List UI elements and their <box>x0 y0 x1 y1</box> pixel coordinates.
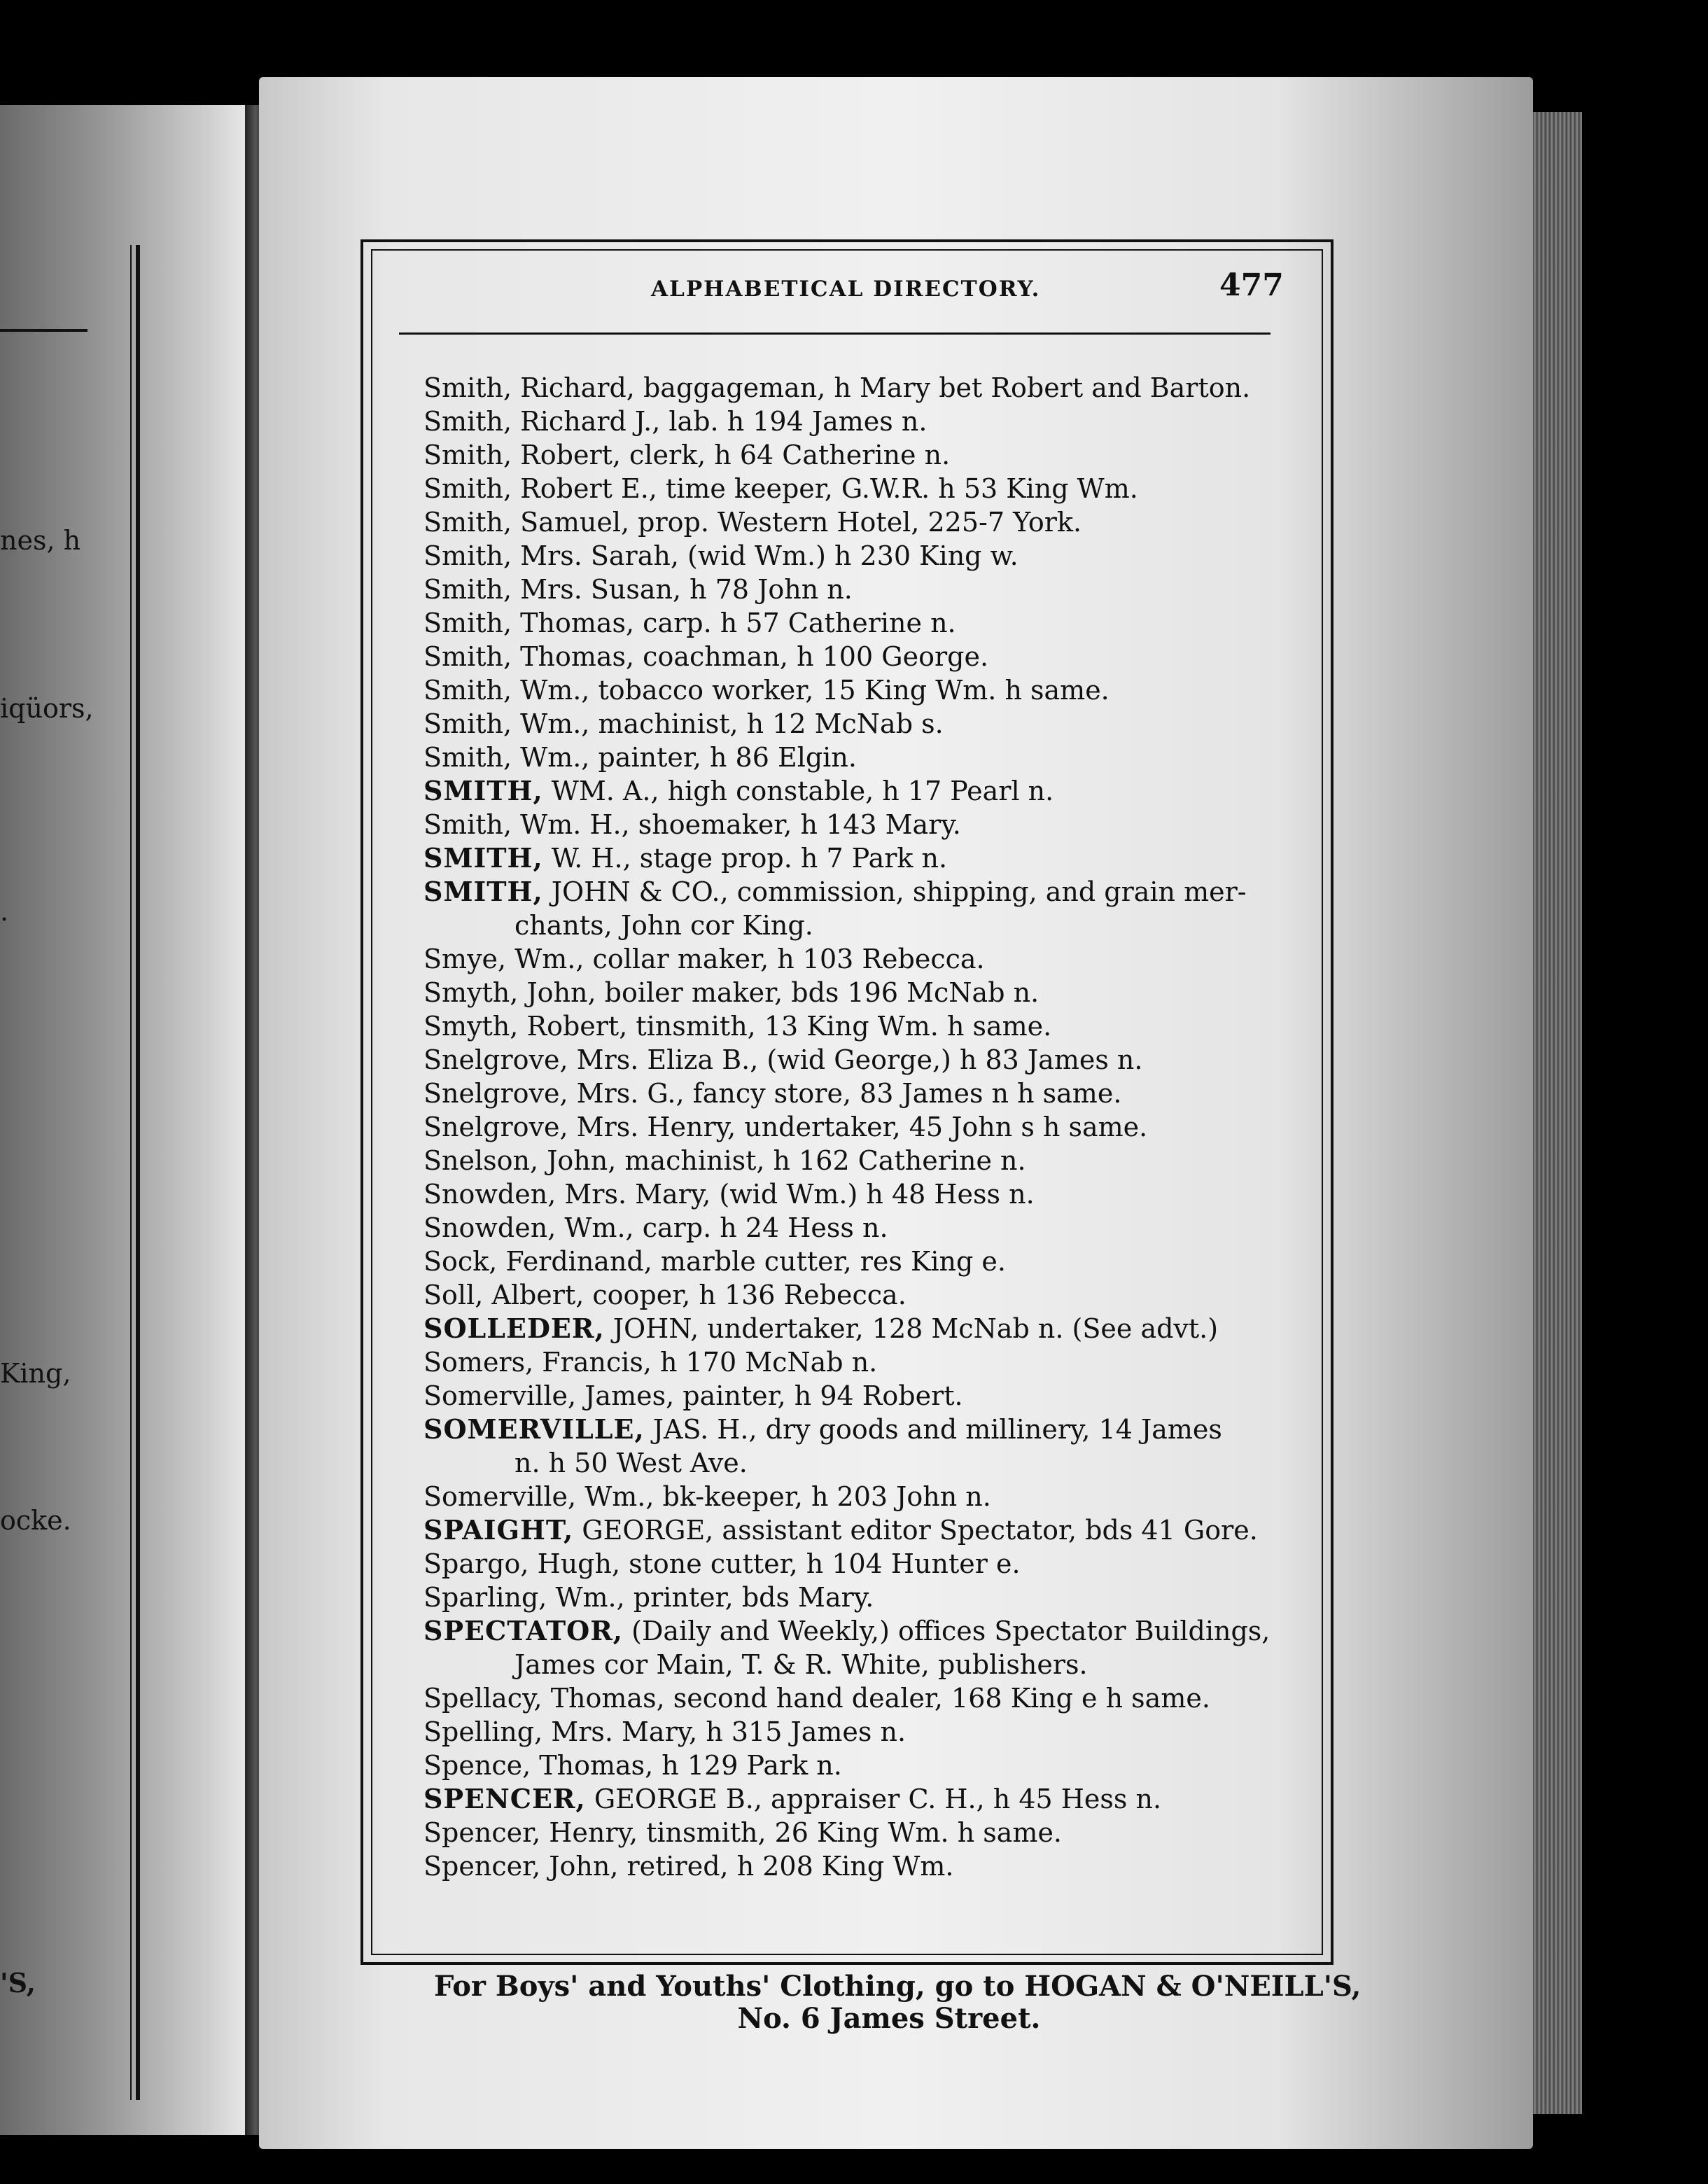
entry-details: Mrs. Henry, undertaker, 45 John s h same. <box>576 1112 1148 1142</box>
directory-entry <box>424 1211 1298 1245</box>
entry-surname: SPECTATOR, <box>424 1615 624 1646</box>
footer-advertisement <box>434 1970 1362 2035</box>
entry-continuation: n. h 50 West Ave. <box>514 1448 748 1478</box>
directory-entry <box>424 741 1298 774</box>
directory-entry <box>424 1782 1298 1816</box>
left-fragment-text: iqüors, <box>0 693 94 724</box>
directory-entry <box>424 673 1298 707</box>
entry-details: JOHN, undertaker, 128 McNab n. (See advt.) <box>612 1313 1219 1344</box>
entry-surname: Smith, <box>424 440 512 470</box>
entry-details: Wm., printer, bds Mary. <box>555 1582 874 1613</box>
entry-details: Hugh, stone cutter, h 104 Hunter e. <box>537 1548 1021 1579</box>
directory-entry <box>424 1581 1298 1614</box>
directory-entry <box>424 1715 1298 1749</box>
entry-details: (Daily and Weekly,) offices Spectator Buildings, <box>631 1616 1270 1646</box>
entry-details: Wm., carp. h 24 Hess n. <box>564 1212 888 1243</box>
entry-details: Mrs. Sarah, (wid Wm.) h 230 King w. <box>520 540 1018 571</box>
directory-entry <box>424 539 1298 573</box>
left-fragment-text: ocke. <box>0 1505 71 1536</box>
entry-surname: Snelson, <box>424 1145 539 1176</box>
entry-surname: Snowden, <box>424 1179 556 1210</box>
left-fragment-text: 'S, <box>0 1967 36 1998</box>
entry-details: Richard J., lab. h 194 James n. <box>520 406 927 437</box>
entry-details: John, boiler maker, bds 196 McNab n. <box>526 977 1040 1008</box>
entry-details: W. H., stage prop. h 7 Park n. <box>551 843 948 874</box>
entry-details: Robert, clerk, h 64 Catherine n. <box>520 440 951 470</box>
directory-entries <box>424 371 1298 1883</box>
entry-surname: Smith, <box>424 473 512 504</box>
entry-surname: Sparling, <box>424 1582 547 1613</box>
entry-details: WM. A., high constable, h 17 Pearl n. <box>551 776 1054 806</box>
entry-details: JOHN & CO., commission, shipping, and grain mer- <box>551 876 1247 907</box>
entry-surname: SMITH, <box>424 842 543 874</box>
entry-surname: Spargo, <box>424 1548 529 1579</box>
directory-entry <box>424 1009 1298 1043</box>
entry-details: GEORGE, assistant editor Spectator, bds 41 Gore. <box>582 1515 1258 1546</box>
entry-surname: Smith, <box>424 809 512 840</box>
entry-details: Henry, tinsmith, 26 King Wm. h same. <box>549 1817 1063 1848</box>
entry-surname: Somerville, <box>424 1380 577 1411</box>
directory-entry <box>424 438 1298 472</box>
directory-entry <box>424 1278 1298 1312</box>
entry-details: Richard, baggageman, h Mary bet Robert and Barton. <box>520 372 1251 403</box>
entry-surname: Somerville, <box>424 1481 577 1512</box>
entry-details: Robert, tinsmith, 13 King Wm. h same. <box>526 1011 1052 1042</box>
entry-details: Wm., collar maker, h 103 Rebecca. <box>514 944 985 974</box>
directory-entry <box>424 606 1298 640</box>
entry-surname: Soll, <box>424 1280 484 1310</box>
left-page-border <box>136 245 140 2100</box>
entry-surname: Smye, <box>424 944 507 974</box>
entry-surname: Snelgrove, <box>424 1112 568 1142</box>
entry-details: Mrs. G., fancy store, 83 James n h same. <box>576 1078 1122 1109</box>
entry-surname: Sock, <box>424 1246 498 1277</box>
directory-entry <box>424 371 1298 405</box>
directory-entry <box>424 707 1298 741</box>
entry-details: Samuel, prop. Western Hotel, 225-7 York. <box>520 507 1082 538</box>
directory-entry <box>424 875 1298 942</box>
entry-surname: Smith, <box>424 372 512 403</box>
directory-entry <box>424 1110 1298 1144</box>
entry-surname: Smith, <box>424 742 512 773</box>
directory-entry <box>424 1480 1298 1513</box>
entry-details: Wm., tobacco worker, 15 King Wm. h same. <box>520 675 1110 706</box>
directory-entry <box>424 976 1298 1009</box>
left-fragment-text: . <box>0 896 9 927</box>
page-stack-edge <box>1533 112 1582 2114</box>
entry-details: Mrs. Mary, h 315 James n. <box>551 1716 906 1747</box>
entry-surname: Smith, <box>424 641 512 672</box>
entry-surname: SMITH, <box>424 876 543 907</box>
directory-entry <box>424 1345 1298 1379</box>
entry-surname: SPAIGHT, <box>424 1514 574 1546</box>
running-head: ALPHABETICAL DIRECTORY. <box>651 276 1041 302</box>
entry-details: Wm. H., shoemaker, h 143 Mary. <box>520 809 961 840</box>
entry-surname: Smith, <box>424 708 512 739</box>
entry-surname: Smith, <box>424 540 512 571</box>
directory-entry <box>424 573 1298 606</box>
entry-details: Robert E., time keeper, G.W.R. h 53 King Wm. <box>520 473 1138 504</box>
entry-details: Ferdinand, marble cutter, res King e. <box>505 1246 1006 1277</box>
entry-details: GEORGE B., appraiser C. H., h 45 Hess n. <box>594 1784 1162 1814</box>
entry-details: Mrs. Susan, h 78 John n. <box>520 574 853 605</box>
directory-entry <box>424 1614 1298 1681</box>
entry-surname: Smith, <box>424 507 512 538</box>
page-number: 477 <box>1219 267 1284 303</box>
left-page-rule <box>0 329 88 332</box>
entry-surname: Spencer, <box>424 1851 541 1882</box>
directory-entry <box>424 640 1298 673</box>
entry-details: Wm., machinist, h 12 McNab s. <box>520 708 944 739</box>
directory-entry <box>424 1513 1298 1547</box>
entry-details: James, painter, h 94 Robert. <box>584 1380 963 1411</box>
header-rule <box>399 332 1270 335</box>
directory-entry <box>424 472 1298 505</box>
entry-surname: Spence, <box>424 1750 531 1781</box>
entry-details: Thomas, h 129 Park n. <box>539 1750 842 1781</box>
entry-surname: SOMERVILLE, <box>424 1413 645 1445</box>
entry-details: Thomas, carp. h 57 Catherine n. <box>520 608 956 638</box>
directory-entry <box>424 1144 1298 1177</box>
left-fragment-text: nes, h <box>0 525 81 556</box>
entry-surname: SOLLEDER, <box>424 1312 605 1344</box>
entry-surname: Smyth, <box>424 977 519 1008</box>
entry-details: JAS. H., dry goods and millinery, 14 James <box>652 1414 1222 1445</box>
entry-surname: SMITH, <box>424 775 543 806</box>
left-facing-page <box>0 105 245 2135</box>
entry-details: Wm., bk-keeper, h 203 John n. <box>584 1481 991 1512</box>
entry-surname: Spencer, <box>424 1817 541 1848</box>
directory-entry <box>424 841 1298 875</box>
directory-entry <box>424 1312 1298 1345</box>
entry-details: Wm., painter, h 86 Elgin. <box>520 742 857 773</box>
entry-details: John, machinist, h 162 Catherine n. <box>547 1145 1026 1176</box>
directory-entry <box>424 405 1298 438</box>
directory-entry <box>424 1547 1298 1581</box>
directory-entry <box>424 942 1298 976</box>
entry-surname: SPENCER, <box>424 1783 586 1814</box>
advert-line-1: For Boys' and Youths' Clothing, go to HOGAN & O'NEILL'S, <box>434 1970 1362 2003</box>
entry-surname: Smyth, <box>424 1011 519 1042</box>
entry-surname: Snowden, <box>424 1212 556 1243</box>
entry-details: John, retired, h 208 King Wm. <box>549 1851 954 1882</box>
entry-surname: Smith, <box>424 608 512 638</box>
directory-entry <box>424 808 1298 841</box>
entry-surname: Smith, <box>424 406 512 437</box>
entry-surname: Spelling, <box>424 1716 543 1747</box>
entry-surname: Spellacy, <box>424 1683 542 1714</box>
entry-surname: Smith, <box>424 574 512 605</box>
advert-line-2: No. 6 James Street. <box>737 2002 1041 2035</box>
directory-entry <box>424 1379 1298 1413</box>
entry-surname: Snelgrove, <box>424 1078 568 1109</box>
directory-entry <box>424 1177 1298 1211</box>
directory-entry <box>424 1849 1298 1883</box>
directory-entry <box>424 505 1298 539</box>
entry-details: Mrs. Eliza B., (wid George,) h 83 James n. <box>576 1044 1143 1075</box>
directory-entry <box>424 1749 1298 1782</box>
directory-entry <box>424 1245 1298 1278</box>
directory-entry <box>424 1077 1298 1110</box>
directory-entry <box>424 1413 1298 1480</box>
left-fragment-text: King, <box>0 1358 71 1389</box>
entry-surname: Smith, <box>424 675 512 706</box>
entry-details: Thomas, coachman, h 100 George. <box>520 641 989 672</box>
directory-entry <box>424 1043 1298 1077</box>
entry-details: Albert, cooper, h 136 Rebecca. <box>491 1280 906 1310</box>
entry-details: Mrs. Mary, (wid Wm.) h 48 Hess n. <box>564 1179 1035 1210</box>
directory-entry <box>424 1816 1298 1849</box>
entry-continuation: James cor Main, T. & R. White, publishers. <box>514 1649 1088 1680</box>
left-page-border-inner <box>130 245 132 2100</box>
directory-entry <box>424 774 1298 808</box>
entry-surname: Snelgrove, <box>424 1044 568 1075</box>
entry-continuation: chants, John cor King. <box>514 910 813 941</box>
entry-surname: Somers, <box>424 1347 534 1378</box>
directory-entry <box>424 1681 1298 1715</box>
entry-details: Francis, h 170 McNab n. <box>542 1347 878 1378</box>
entry-details: Thomas, second hand dealer, 168 King e h same. <box>550 1683 1210 1714</box>
